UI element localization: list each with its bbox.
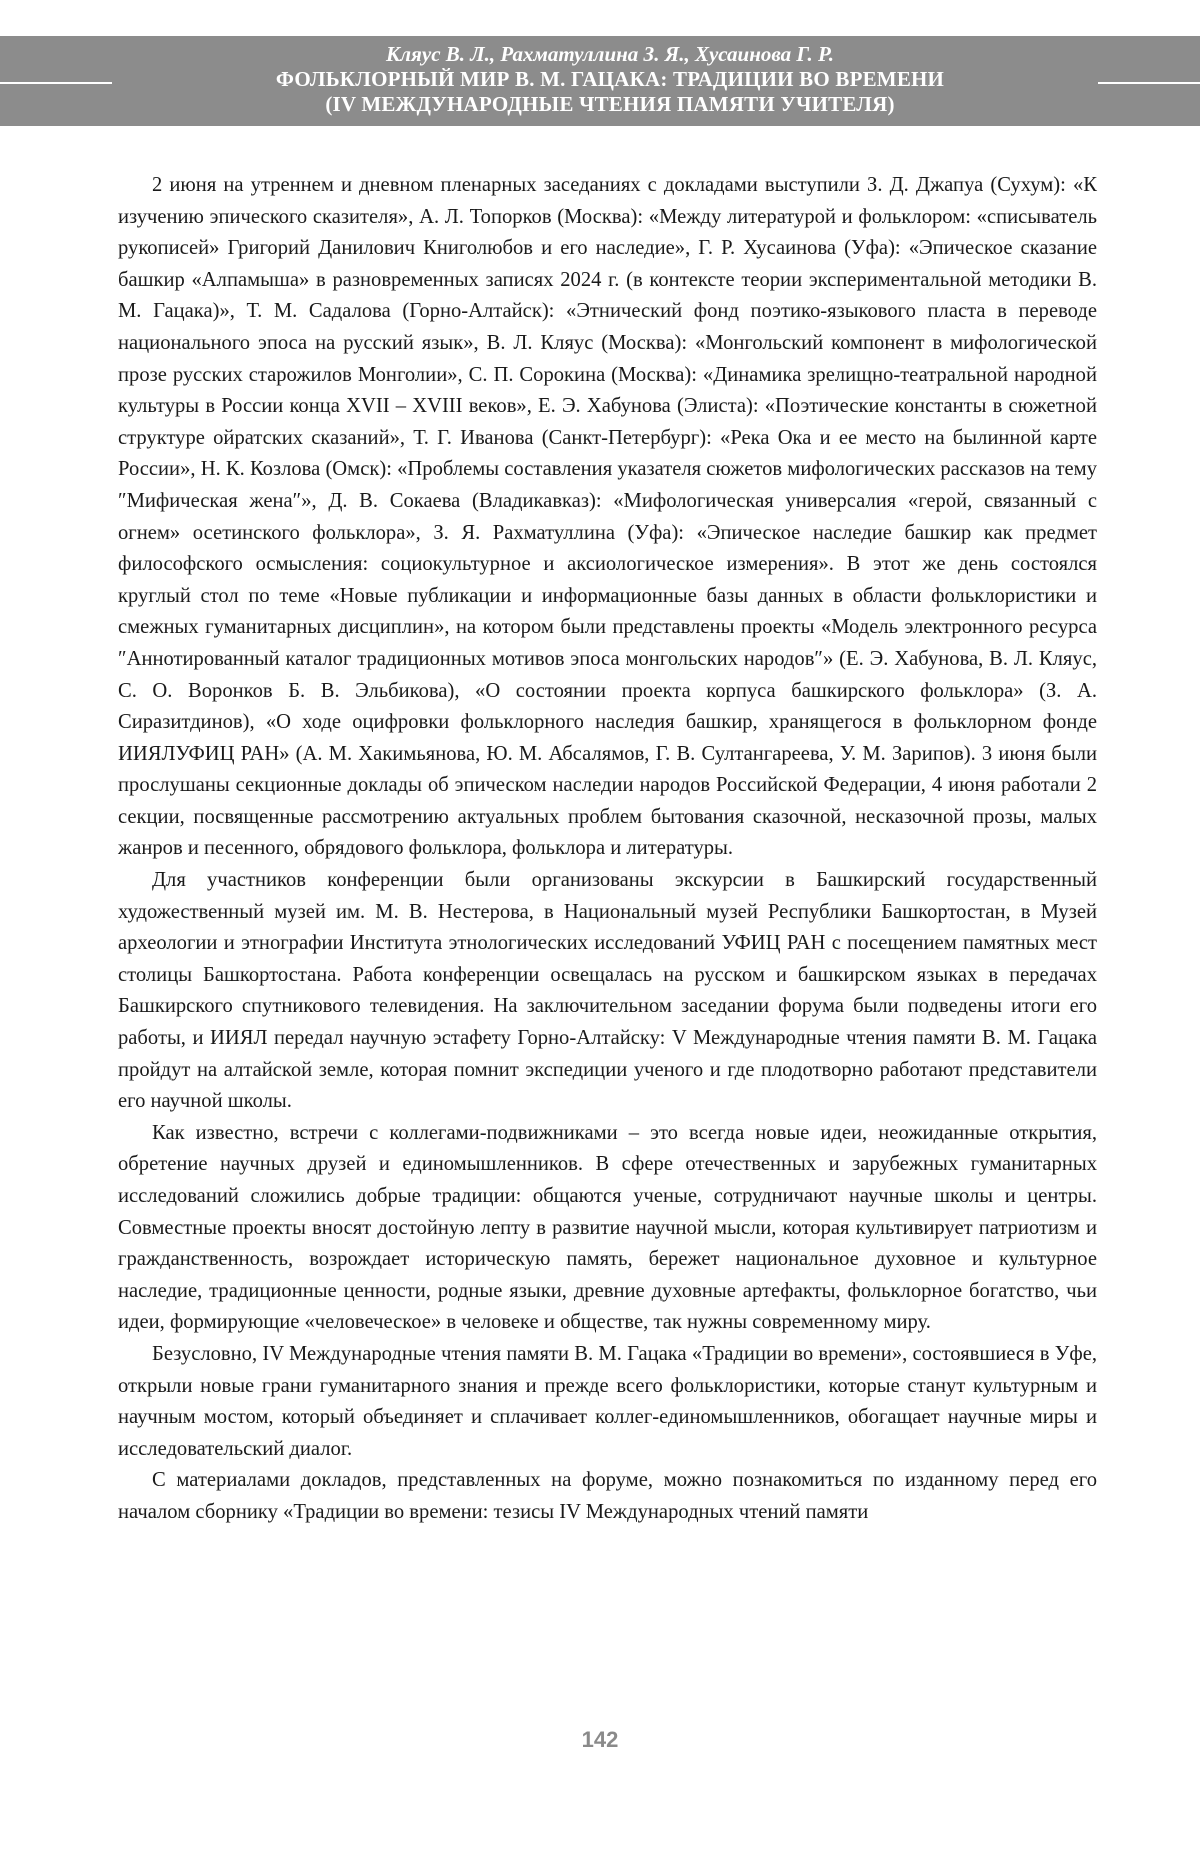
paragraph: Для участников конференции были организованы экскурсии в Башкирский государственный художественный музей им. М. В. Нестерова, в Национальный музей Республики Башкортостан, в Музей археологии и этнографии Института этнологических исследований УФИЦ РАН с посещением памятных мест столицы Башкортостана. Работа конференции освещалась на русском и башкирском языках в передачах Башкирского спутникового телевидения. На заключительном заседании форума были подведены итоги его работы, и ИИЯЛ передал научную эстафету Горно-Алтайску: V Международные чтения памяти В. М. Гацака пройдут на алтайской земле, которая помнит экспедиции ученого и где плодотворно работают представители его научной школы. bbox=[118, 869, 1097, 1113]
paragraph: Безусловно, IV Международные чтения памяти В. М. Гацака «Традиции во времени», состоявшиеся в Уфе, открыли новые грани гуманитарного знания и прежде всего фольклористики, которые станут культурным и научным мостом, который объединяет и сплачивает коллег-единомышленников, обогащает научные миры и исследовательский диалог. bbox=[118, 1342, 1097, 1460]
header-title-line-2: (IV МЕЖДУНАРОДНЫЕ ЧТЕНИЯ ПАМЯТИ УЧИТЕЛЯ) bbox=[325, 92, 895, 116]
header-authors: Кляус В. Л., Рахматуллина З. Я., Хусаинова Г. Р. bbox=[386, 42, 834, 66]
paragraph: Как известно, встречи с коллегами-подвижниками – это всегда новые идеи, неожиданные открытия, обретение научных друзей и единомышленников. В сфере отечественных и зарубежных гуманитарных исследований сложились добрые традиции: общаются ученые, сотрудничают научные школы и центры. Совместные проекты вносят достойную лепту в развитие научной мысли, которая культивирует патриотизм и гражданственность, возрождает историческую память, бережет национальное духовное и культурное наследие, традиционные ценности, родные языки, древние духовные артефакты, фольклорное богатство, чьи идеи, формирующие «человеческое» в человеке и обществе, так нужны современному миру. bbox=[118, 1121, 1097, 1334]
paragraph: 2 июня на утреннем и дневном пленарных заседаниях с докладами выступили З. Д. Джапуа (Сухум): «К изучению эпического сказителя», А. Л. Топорков (Москва): «Между литературой и фольклором: «списыватель рукописей» Григорий Данилович Книголюбов и его наследие», Г. Р. Хусаинова (Уфа): «Эпическое сказание башкир «Алпамыша» в разновременных записях 2024 г. (в контексте теории экспериментальной методики В. М. Гацака)», Т. М. Садалова (Горно-Алтайск): «Этнический фонд поэтико-языкового пласта в переводе национального эпоса на русский язык», В. Л. Кляус (Москва): «Монгольский компонент в мифологической прозе русских старожилов Монголии», С. П. Сорокина (Москва): «Динамика зрелищно-театральной народной культуры в России конца XVII – XVIII веков», Е. Э. Хабунова (Элиста): «Поэтические константы в сюжетной структуре ойратских сказаний», Т. Г. Иванова (Санкт-Петербург): «Река Ока и ее место на былинной карте России», Н. К. Козлова (Омск): «Проблемы составления указателя сюжетов мифологических рассказов на тему ″Мифическая жена″», Д. В. Сокаева (Владикавказ): «Мифологическая универсалия «герой, связанный с огнем» осетинского фольклора», З. Я. Рахматуллина (Уфа): «Эпическое наследие башкир как предмет философского осмысления: социокультурное и аксиологическое измерения». В этот же день состоялся круглый стол по теме «Новые публикации и информационные базы данных в области фольклористики и смежных гуманитарных дисциплин», на котором были представлены проекты «Модель электронного ресурса ″Аннотированный каталог традиционных мотивов эпоса монгольских народов″» (Е. Э. Хабунова, В. Л. Кляус, С. О. Воронков Б. В. Эльбикова), «О состоянии проекта корпуса башкирского фольклора» (З. А. Сиразитдинов), «О ходе оцифровки фольклорного наследия башкир, хранящегося в фольклорном фонде ИИЯЛУФИЦ РАН» (А. М. Хакимьянова, Ю. М. Абсалямов, Г. В. Султангареева, У. М. Зарипов). 3 июня были прослушаны секционные доклады об эпическом наследии народов Российской Федерации, 4 июня работали 2 секции, посвященные рассмотрению актуальных проблем бытования сказочной, несказочной прозы, малых жанров и песенного, обрядового фольклора, фольклора и литературы. bbox=[118, 174, 1097, 860]
paragraph: С материалами докладов, представленных на форуме, можно познакомиться по изданному перед его началом сборнику «Традиции во времени: тезисы IV Международных чтений памяти bbox=[118, 1469, 1097, 1523]
page-number: 142 bbox=[581, 1727, 619, 1752]
header-title-line-1: ФОЛЬКЛОРНЫЙ МИР В. М. ГАЦАКА: ТРАДИЦИИ ВО ВРЕМЕНИ bbox=[275, 67, 945, 91]
header-rule-right bbox=[1098, 82, 1200, 84]
article-body bbox=[118, 170, 1097, 1529]
running-header-text bbox=[140, 42, 1080, 117]
header-rule-left bbox=[0, 82, 112, 84]
